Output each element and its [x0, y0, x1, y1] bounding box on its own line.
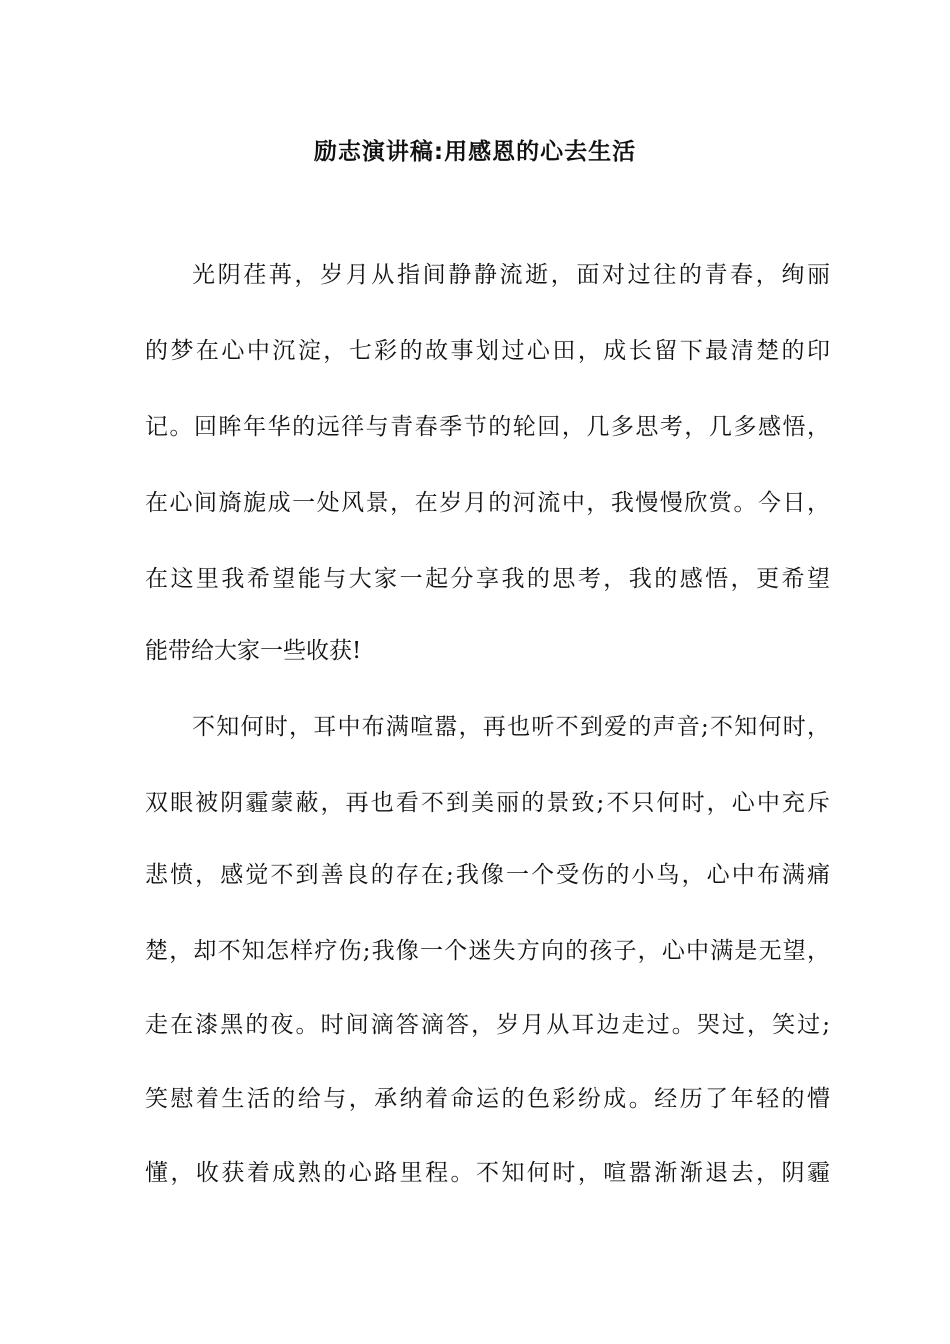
paragraph-2-line-6: 笑慰着生活的给与，承纳着命运的色彩纷成。经历了年轻的懵: [145, 1086, 830, 1112]
document-title: 励志演讲稿:用感恩的心去生活: [313, 139, 637, 165]
paragraph-1-line-1: 光阴荏苒，岁月从指间静静流逝，面对过往的青春，绚丽: [192, 262, 830, 288]
paragraph-2-line-4: 楚，却不知怎样疗伤;我像一个迷失方向的孩子，心中满是无望，: [145, 938, 830, 964]
paragraph-2-line-5: 走在漆黑的夜。时间滴答滴答，岁月从耳边走过。哭过，笑过;: [145, 1012, 830, 1038]
paragraph-2-line-1: 不知何时，耳中布满喧嚣，再也听不到爱的声音;不知何时，: [192, 714, 830, 740]
paragraph-1-line-6: 能带给大家一些收获!: [145, 638, 362, 664]
paragraph-2-line-7: 懂，收获着成熟的心路里程。不知何时，喧嚣渐渐退去，阴霾: [145, 1160, 830, 1186]
paragraph-2-line-3: 悲愤，感觉不到善良的存在;我像一个受伤的小鸟，心中布满痛: [145, 862, 830, 888]
paragraph-1-line-2: 的梦在心中沉淀，七彩的故事划过心田，成长留下最清楚的印: [145, 338, 830, 364]
paragraph-1-line-4: 在心间旖旎成一处风景，在岁月的河流中，我慢慢欣赏。今日，: [145, 490, 830, 516]
paragraph-1-line-3: 记。回眸年华的远徉与青春季节的轮回，几多思考，几多感悟，: [145, 414, 830, 440]
paragraph-1-line-5: 在这里我希望能与大家一起分享我的思考，我的感悟，更希望: [145, 566, 830, 592]
paragraph-2-line-2: 双眼被阴霾蒙蔽，再也看不到美丽的景致;不只何时，心中充斥: [145, 790, 830, 816]
